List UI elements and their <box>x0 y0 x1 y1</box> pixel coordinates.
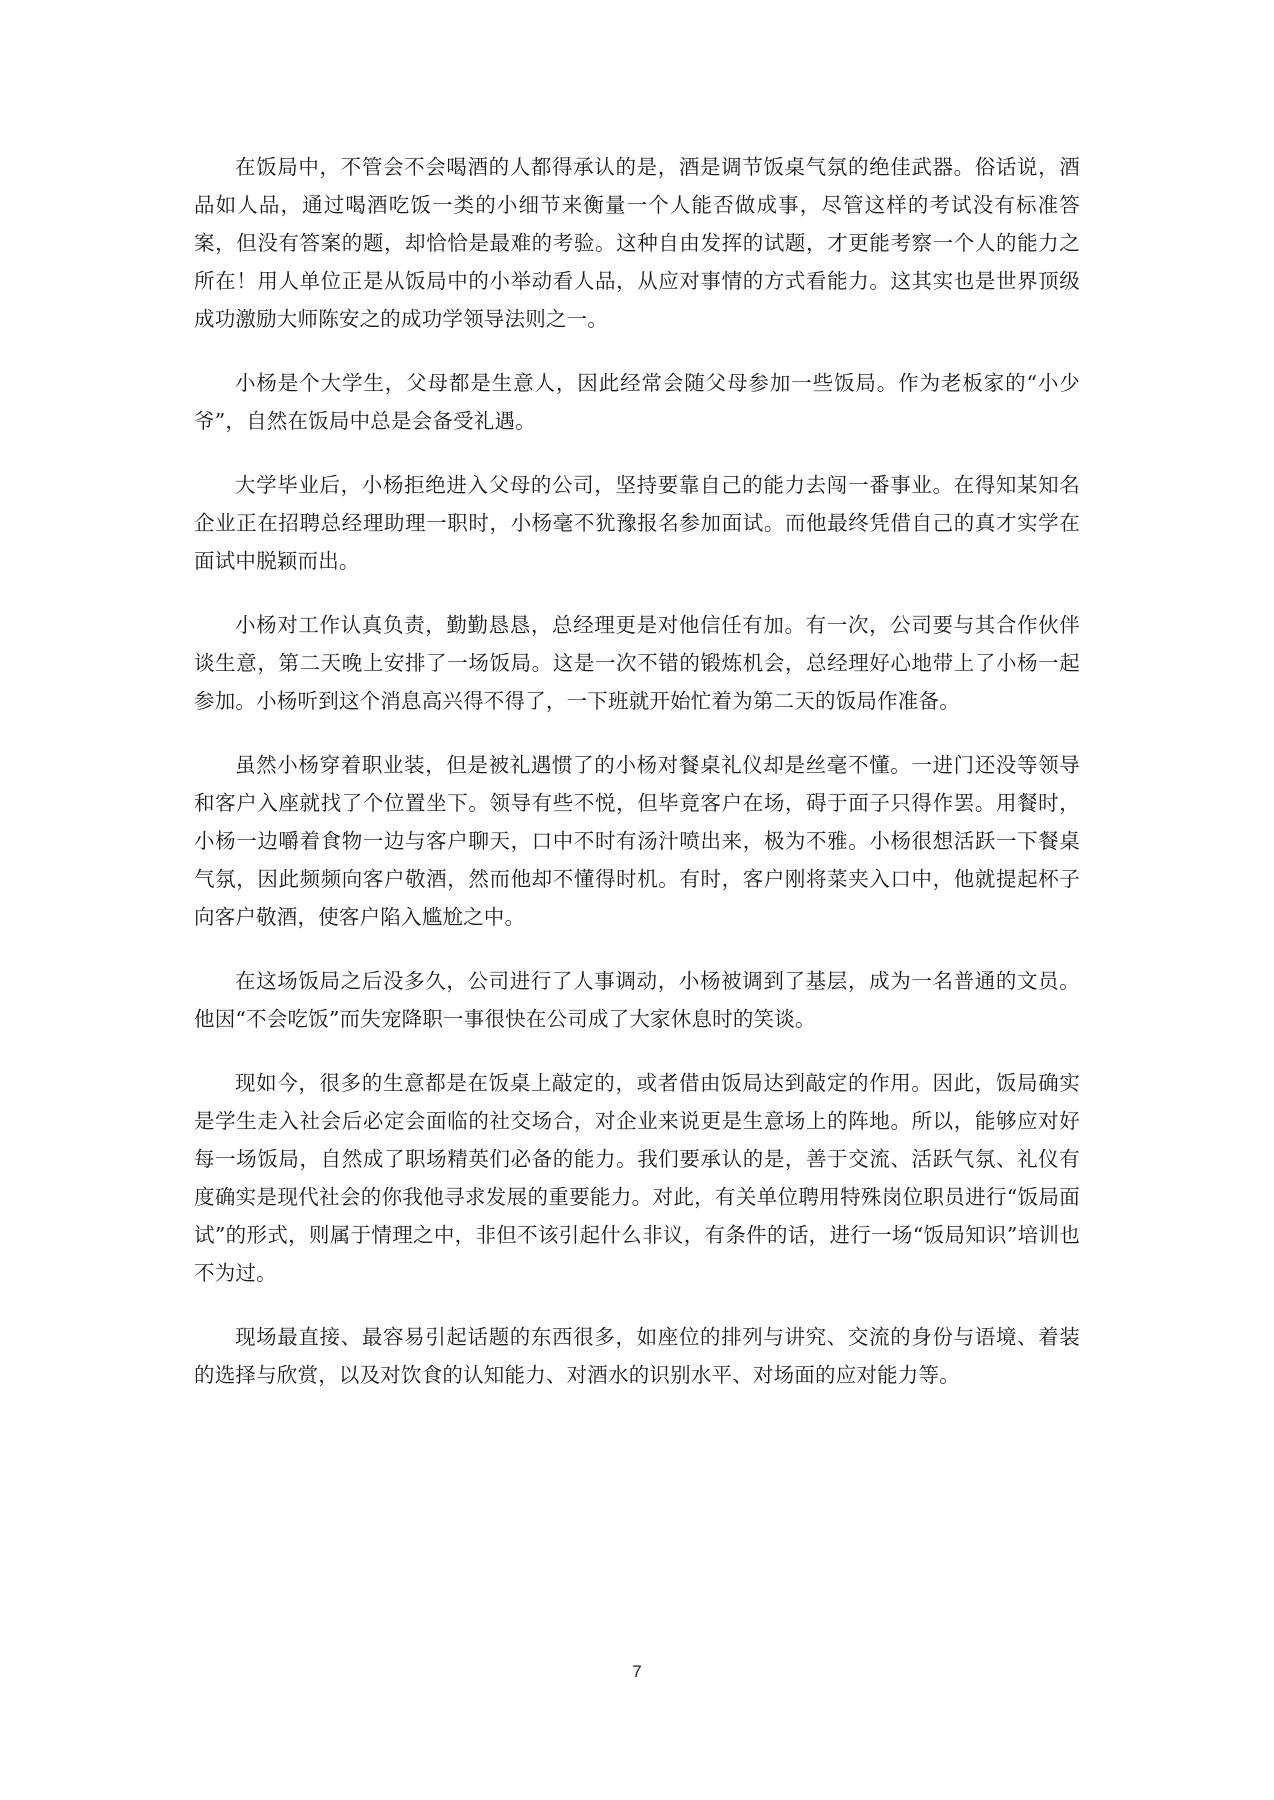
document-body <box>194 148 1080 1420</box>
paragraph-3: 大学毕业后，小杨拒绝进入父母的公司，坚持要靠自己的能力去闯一番事业。在得知某知名企业正在招聘总经理助理一职时，小杨毫不犹豫报名参加面试。而他最终凭借自己的真才实学在面试中脱颖而出。 <box>194 473 1080 573</box>
paragraph-2: 小杨是个大学生，父母都是生意人，因此经常会随父母参加一些饭局。作为老板家的“小少爷”，自然在饭局中总是会备受礼遇。 <box>194 371 1080 433</box>
paragraph-6: 在这场饭局之后没多久，公司进行了人事调动，小杨被调到了基层，成为一名普通的文员。他因“不会吃饭”而失宠降职一事很快在公司成了大家休息时的笑谈。 <box>194 969 1080 1031</box>
paragraph-8: 现场最直接、最容易引起话题的东西很多，如座位的排列与讲究、交流的身份与语境、着装的选择与欣赏，以及对饮食的认知能力、对酒水的识别水平、对场面的应对能力等。 <box>194 1325 1080 1387</box>
paragraph-7: 现如今，很多的生意都是在饭桌上敲定的，或者借由饭局达到敲定的作用。因此，饭局确实是学生走入社会后必定会面临的社交场合，对企业来说更是生意场上的阵地。所以，能够应对好每一场饭局，自然成了职场精英们必备的能力。我们要承认的是，善于交流、活跃气氛、礼仪有度确实是现代社会的你我他寻求发展的重要能力。对此，有关单位聘用特殊岗位职员进行“饭局面试”的形式，则属于情理之中，非但不该引起什么非议，有条件的话，进行一场“饭局知识”培训也不为过。 <box>194 1071 1080 1285</box>
paragraph-1: 在饭局中，不管会不会喝酒的人都得承认的是，酒是调节饭桌气氛的绝佳武器。俗话说，酒品如人品，通过喝酒吃饭一类的小细节来衡量一个人能否做成事，尽管这样的考试没有标准答案，但没有答案的题，却恰恰是最难的考验。这种自由发挥的试题，才更能考察一个人的能力之所在！用人单位正是从饭局中的小举动看人品，从应对事情的方式看能力。这其实也是世界顶级成功激励大师陈安之的成功学领导法则之一。 <box>194 155 1080 331</box>
page-number: 7 <box>632 1662 642 1681</box>
paragraph-5: 虽然小杨穿着职业装，但是被礼遇惯了的小杨对餐桌礼仪却是丝毫不懂。一进门还没等领导和客户入座就找了个位置坐下。领导有些不悦，但毕竟客户在场，碍于面子只得作罢。用餐时，小杨一边嚼着食物一边与客户聊天，口中不时有汤汁喷出来，极为不雅。小杨很想活跃一下餐桌气氛，因此频频向客户敬酒，然而他却不懂得时机。有时，客户刚将菜夹入口中，他就提起杯子向客户敬酒，使客户陷入尴尬之中。 <box>194 753 1080 929</box>
paragraph-4: 小杨对工作认真负责，勤勤恳恳，总经理更是对他信任有加。有一次，公司要与其合作伙伴谈生意，第二天晚上安排了一场饭局。这是一次不错的锻炼机会，总经理好心地带上了小杨一起参加。小杨听到这个消息高兴得不得了，一下班就开始忙着为第二天的饭局作准备。 <box>194 613 1080 713</box>
